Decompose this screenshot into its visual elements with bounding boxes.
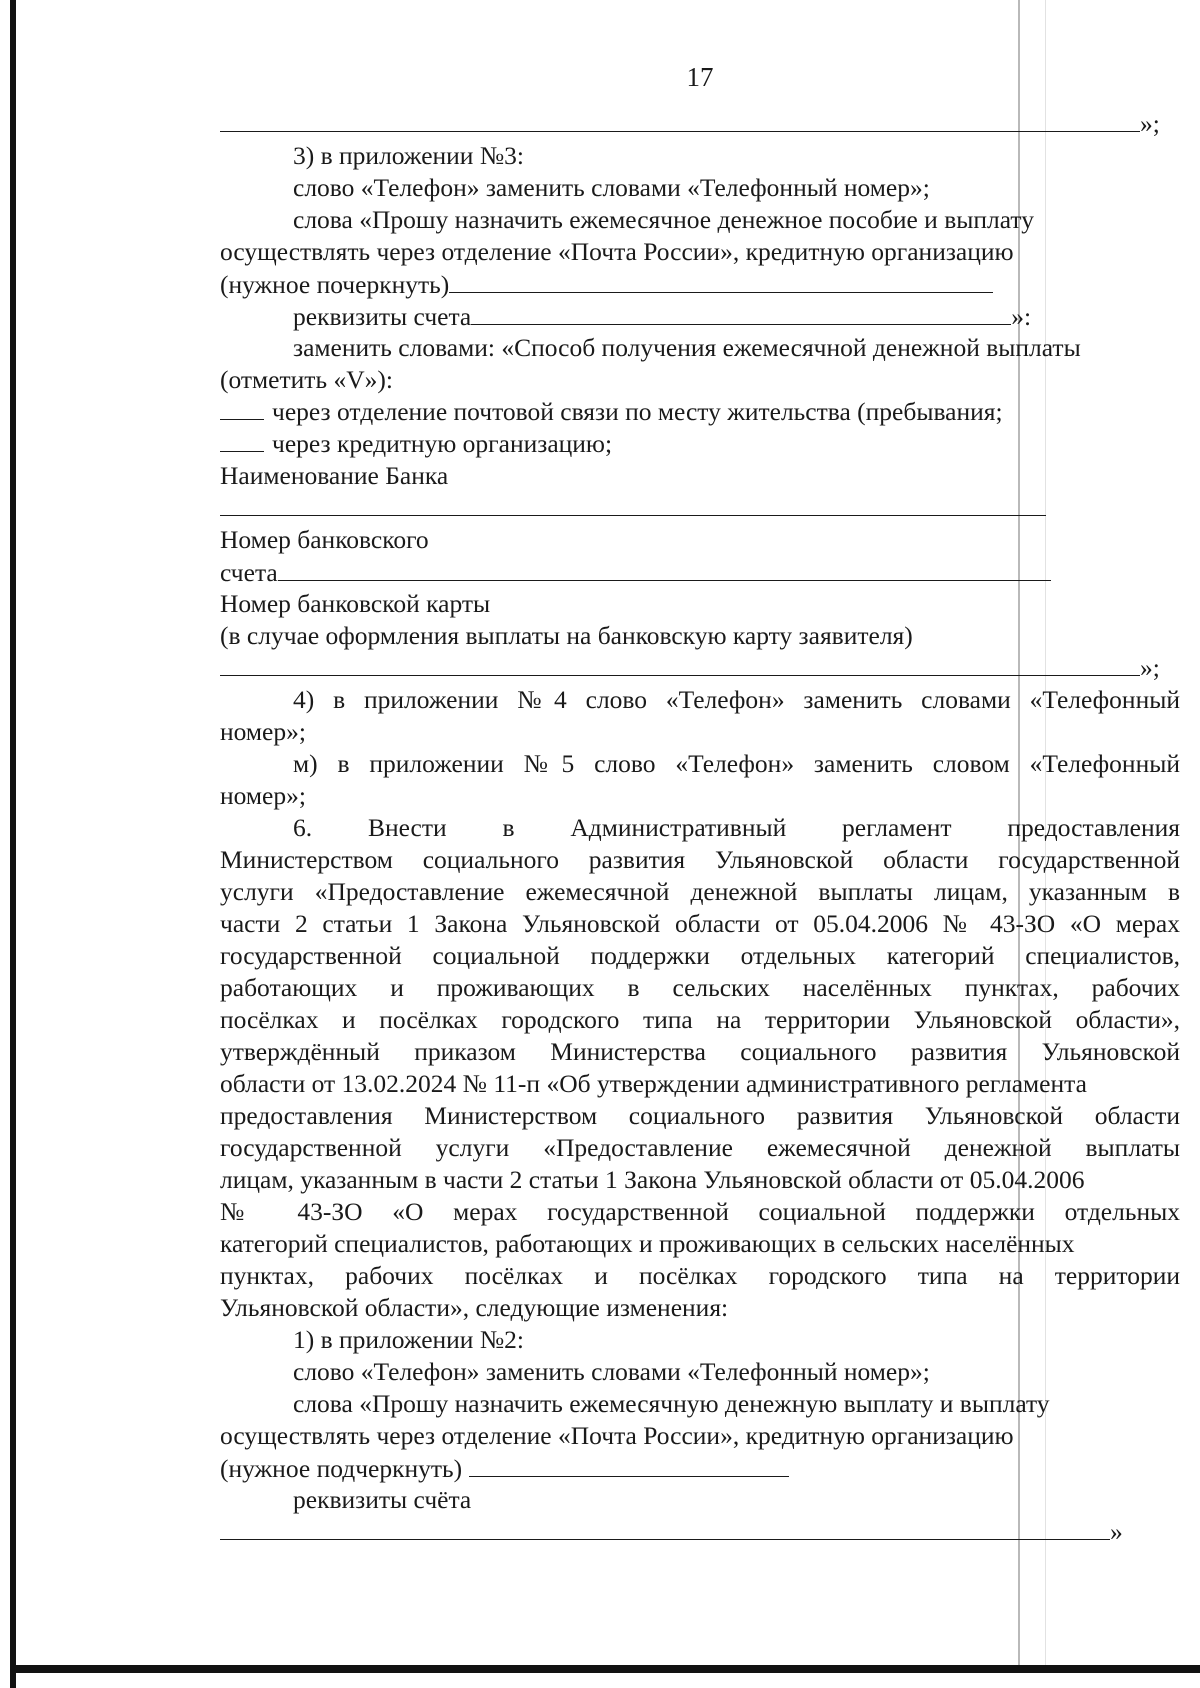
closing-line-2 (220, 652, 1180, 684)
paragraph-line: слова «Прошу назначить ежемесячную денежную выплату и выплату (293, 1389, 1050, 1418)
section-6-line: 6. Внести в Административный регламент предоставления (293, 813, 1180, 842)
form-line (220, 1452, 1180, 1484)
form-line (220, 556, 1180, 588)
underline-blank (220, 1517, 1110, 1540)
check-blank (220, 397, 264, 420)
form-line (220, 268, 1180, 300)
form-line (220, 492, 1180, 524)
section-6-line: услуги «Предоставление ежемесячной денежной выплаты лицам, указанным в (220, 877, 1180, 906)
paragraph-line: номер»; (220, 717, 306, 746)
section-6-line: части 2 статьи 1 Закона Ульяновской области от 05.04.2006 № 43-ЗО «О мерах (220, 909, 1180, 938)
section-6-line: области от 13.02.2024 № 11-п «Об утверждении административного регламента (220, 1069, 1087, 1098)
paragraph-line: номер»; (220, 781, 306, 810)
checkbox-option (220, 396, 1180, 428)
scan-left-edge (10, 0, 16, 1688)
underline-blank (220, 109, 1140, 132)
paragraph-line: (отметить «V»): (220, 365, 393, 394)
closing-line-1 (220, 108, 1180, 140)
option-label: через отделение почтовой связи по месту жительства (пребывания; (272, 397, 1003, 426)
underline-blank (220, 653, 1140, 676)
field-label: реквизиты счёта (293, 1485, 472, 1514)
underline-blank (220, 493, 1046, 516)
paragraph-line: 4) в приложении №4 слово «Телефон» заменить словами «Телефонный (293, 685, 1180, 714)
scan-bottom-edge (10, 1665, 1200, 1673)
underline-blank (449, 268, 993, 293)
field-label: Номер банковского (220, 525, 429, 554)
closing-line-3 (220, 1516, 1180, 1548)
paragraph-line: осуществлять через отделение «Почта России», кредитную организацию (220, 1421, 1014, 1450)
underline-blank (471, 300, 1011, 325)
section-6-line: лицам, указанным в части 2 статьи 1 Закона Ульяновской области от 05.04.2006 (220, 1165, 1085, 1194)
document-body (220, 108, 1180, 1548)
section-6-line: посёлках и посёлках городского типа на территории Ульяновской области», (220, 1005, 1180, 1034)
paragraph-line: заменить словами: «Способ получения ежемесячной денежной выплаты (293, 333, 1081, 362)
closing-quote: » (1110, 1517, 1123, 1546)
paragraph-line: 3) в приложении №3: (293, 141, 524, 170)
paragraph-line: слово «Телефон» заменить словами «Телефонный номер»; (293, 173, 930, 202)
section-6-line: работающих и проживающих в сельских населённых пунктах, рабочих (220, 973, 1180, 1002)
section-6-line: Ульяновской области», следующие изменения: (220, 1293, 729, 1322)
section-6-line: № 43-ЗО «О мерах государственной социальной поддержки отдельных (220, 1197, 1180, 1226)
checkbox-option (220, 428, 1180, 460)
section-6-line: государственной услуги «Предоставление ежемесячной денежной выплаты (220, 1133, 1180, 1162)
field-label: Наименование Банка (220, 461, 449, 490)
check-blank (220, 429, 264, 452)
section-6-line: государственной социальной поддержки отдельных категорий специалистов, (220, 941, 1180, 970)
underline-blank (278, 556, 1051, 581)
paragraph-line: слова «Прошу назначить ежемесячное денежное пособие и выплату (293, 205, 1034, 234)
closing-quote: »; (1140, 109, 1160, 138)
paragraph-line: слово «Телефон» заменить словами «Телефонный номер»; (293, 1357, 930, 1386)
field-label: Номер банковской карты (220, 589, 491, 618)
paragraph-line: осуществлять через отделение «Почта России», кредитную организацию (220, 237, 1014, 266)
closing-quote: »; (1140, 653, 1160, 682)
section-6-line: Министерством социального развития Ульяновской области государственной (220, 845, 1180, 874)
underline-blank (469, 1452, 789, 1477)
page-number: 17 (686, 62, 714, 92)
field-label: (нужное почеркнуть) (220, 270, 450, 299)
closing-quote: »: (1011, 302, 1032, 331)
section-6-line: категорий специалистов, работающих и проживающих в сельских населённых (220, 1229, 1075, 1258)
field-label: реквизиты счета (293, 302, 472, 331)
field-label: счета (220, 558, 278, 587)
section-6-line: пунктах, рабочих посёлках и посёлках городского типа на территории (220, 1261, 1180, 1290)
field-label: (нужное подчеркнуть) (220, 1454, 463, 1483)
section-6-line: утверждённый приказом Министерства социального развития Ульяновской (220, 1037, 1180, 1066)
form-line (220, 300, 1180, 332)
paragraph-line: 1) в приложении №2: (293, 1325, 524, 1354)
section-6-line: предоставления Министерством социального развития Ульяновской области (220, 1101, 1180, 1130)
field-note: (в случае оформления выплаты на банковскую карту заявителя) (220, 621, 913, 650)
paragraph-line: м) в приложении №5 слово «Телефон» заменить словом «Телефонный (293, 749, 1180, 778)
option-label: через кредитную организацию; (272, 429, 613, 458)
